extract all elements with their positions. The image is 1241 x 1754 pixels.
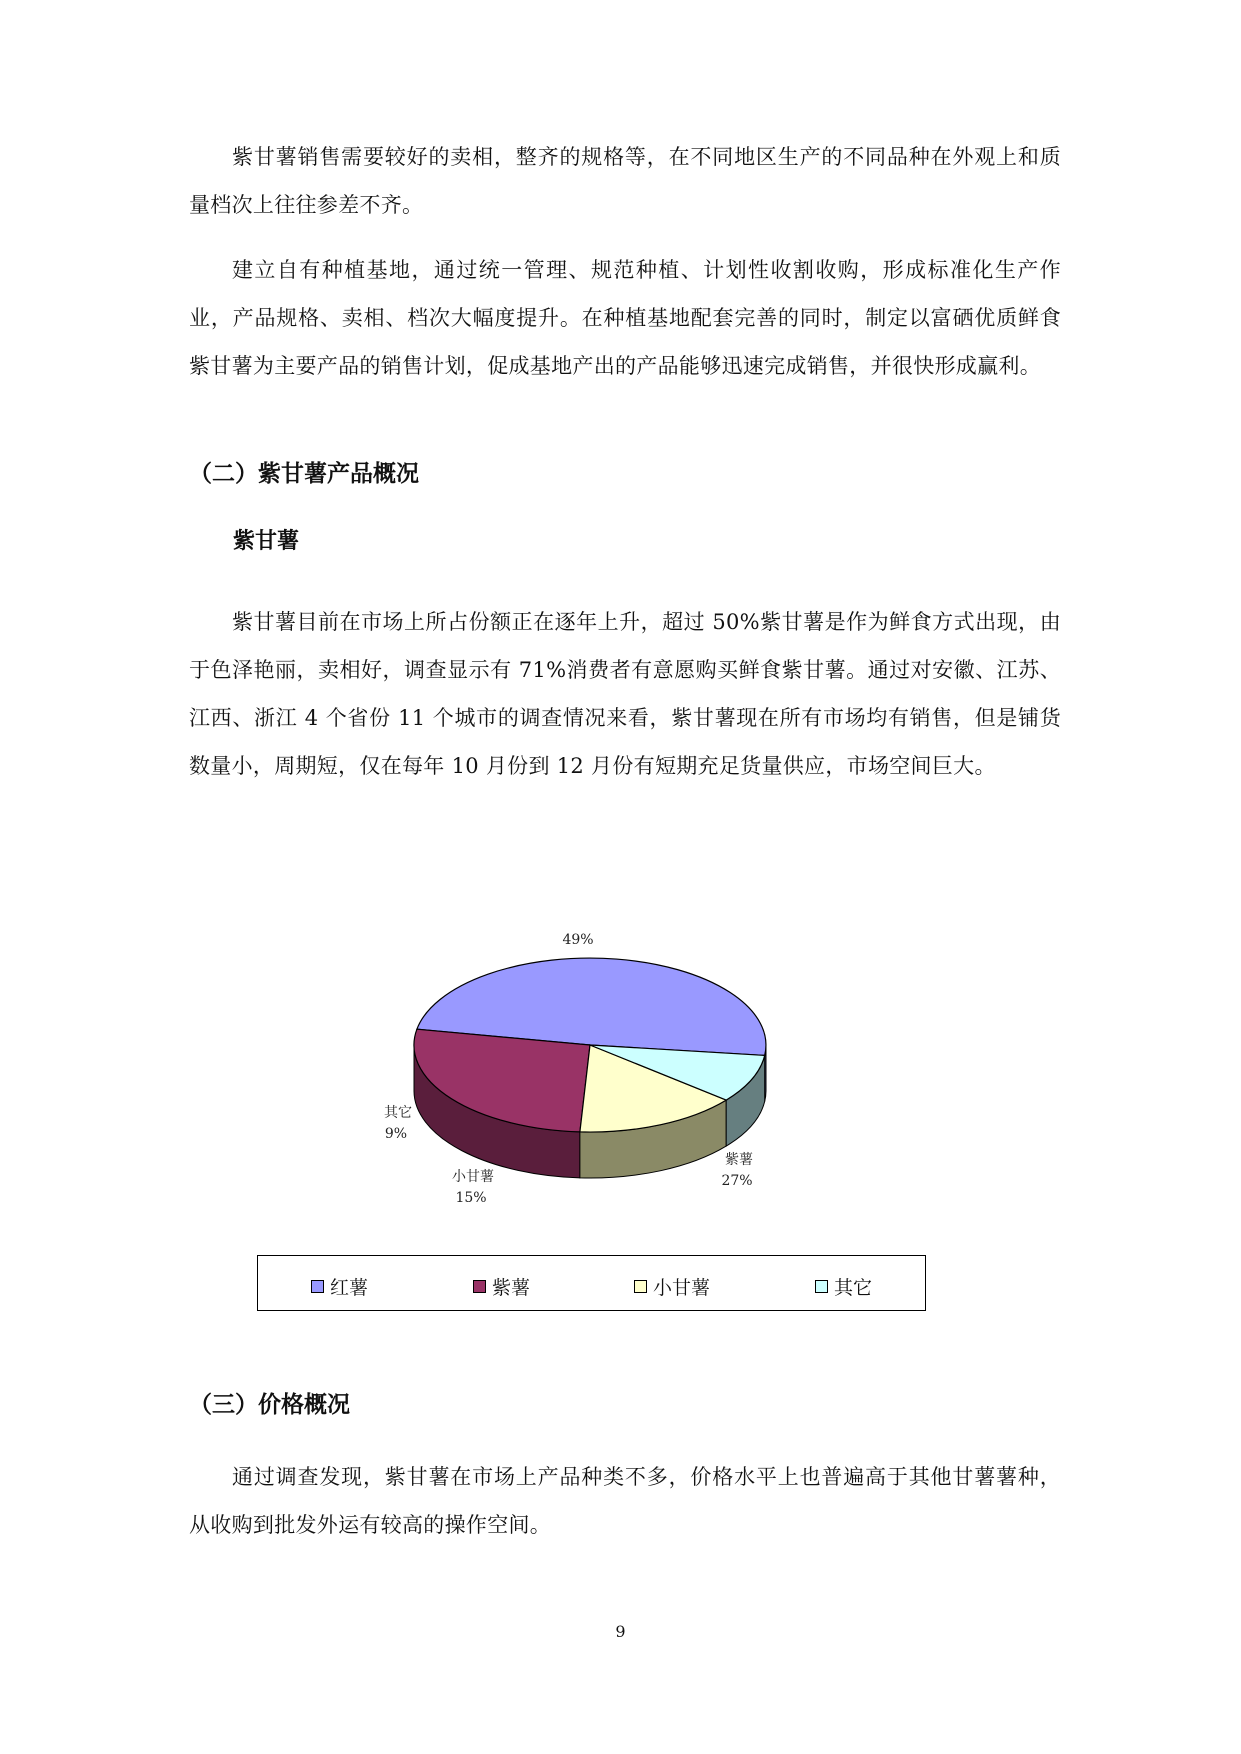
paragraph-market-share: 紫甘薯目前在市场上所占份额正在逐年上升，超过 50%紫甘薯是作为鲜食方式出现，由于色泽艳丽，卖相好，调查显示有 71%消费者有意愿购买鲜食紫甘薯。通过对安徽、江苏、江西、浙江 4 个省份 11 个城市的调查情况来看，紫甘薯现在所有市场均有销售，但是铺货数量小，周期短，仅在每年 10 月份到 12 月份有短期充足货量供应，市场空间巨大。 <box>189 610 1061 778</box>
subheading-purple-sweet-potato: 紫甘薯 <box>233 529 300 554</box>
section-heading-price-overview: （三）价格概况 <box>189 1392 350 1418</box>
label-zishu-name: 紫薯 <box>725 1152 753 1168</box>
label-qita-name: 其它 <box>384 1105 412 1121</box>
legend-swatch-xiaoganshu <box>634 1280 647 1293</box>
legend-swatch-hongshu <box>311 1280 324 1293</box>
legend-label-xiaoganshu: 小甘薯 <box>653 1277 711 1299</box>
legend-item-xiaoganshu <box>634 1273 710 1300</box>
legend-item-hongshu <box>311 1273 368 1300</box>
legend-swatch-zishu <box>473 1280 486 1293</box>
legend-label-zishu: 紫薯 <box>492 1277 531 1299</box>
paragraph-appearance: 紫甘薯销售需要较好的卖相，整齐的规格等，在不同地区生产的不同品种在外观上和质量档次上往往参差不齐。 <box>189 145 1061 217</box>
label-hongshu-pct: 49% <box>562 932 594 948</box>
section-heading-product-overview: （二）紫甘薯产品概况 <box>189 461 419 487</box>
paragraph-planting-base: 建立自有种植基地，通过统一管理、规范种植、计划性收割收购，形成标准化生产作业，产品规格、卖相、档次大幅度提升。在种植基地配套完善的同时，制定以富硒优质鲜食紫甘薯为主要产品的销售计划，促成基地产出的产品能够迅速完成销售，并很快形成赢利。 <box>189 258 1061 378</box>
chart-legend <box>257 1255 926 1311</box>
legend-item-qita <box>815 1273 872 1300</box>
legend-item-zishu <box>473 1273 530 1300</box>
label-xiaoganshu-pct: 15% <box>455 1190 487 1206</box>
legend-swatch-qita <box>815 1280 828 1293</box>
label-zishu-pct: 27% <box>721 1173 753 1189</box>
pie-chart <box>370 925 790 1225</box>
label-xiaoganshu-name: 小甘薯 <box>452 1169 494 1185</box>
pie-slices <box>414 958 766 1178</box>
legend-label-hongshu: 红薯 <box>330 1277 369 1299</box>
page-number: 9 <box>615 1622 626 1641</box>
legend-label-qita: 其它 <box>834 1277 873 1299</box>
paragraph-price: 通过调查发现，紫甘薯在市场上产品种类不多，价格水平上也普遍高于其他甘薯薯种，从收购到批发外运有较高的操作空间。 <box>189 1465 1061 1537</box>
label-qita-pct: 9% <box>384 1126 408 1142</box>
